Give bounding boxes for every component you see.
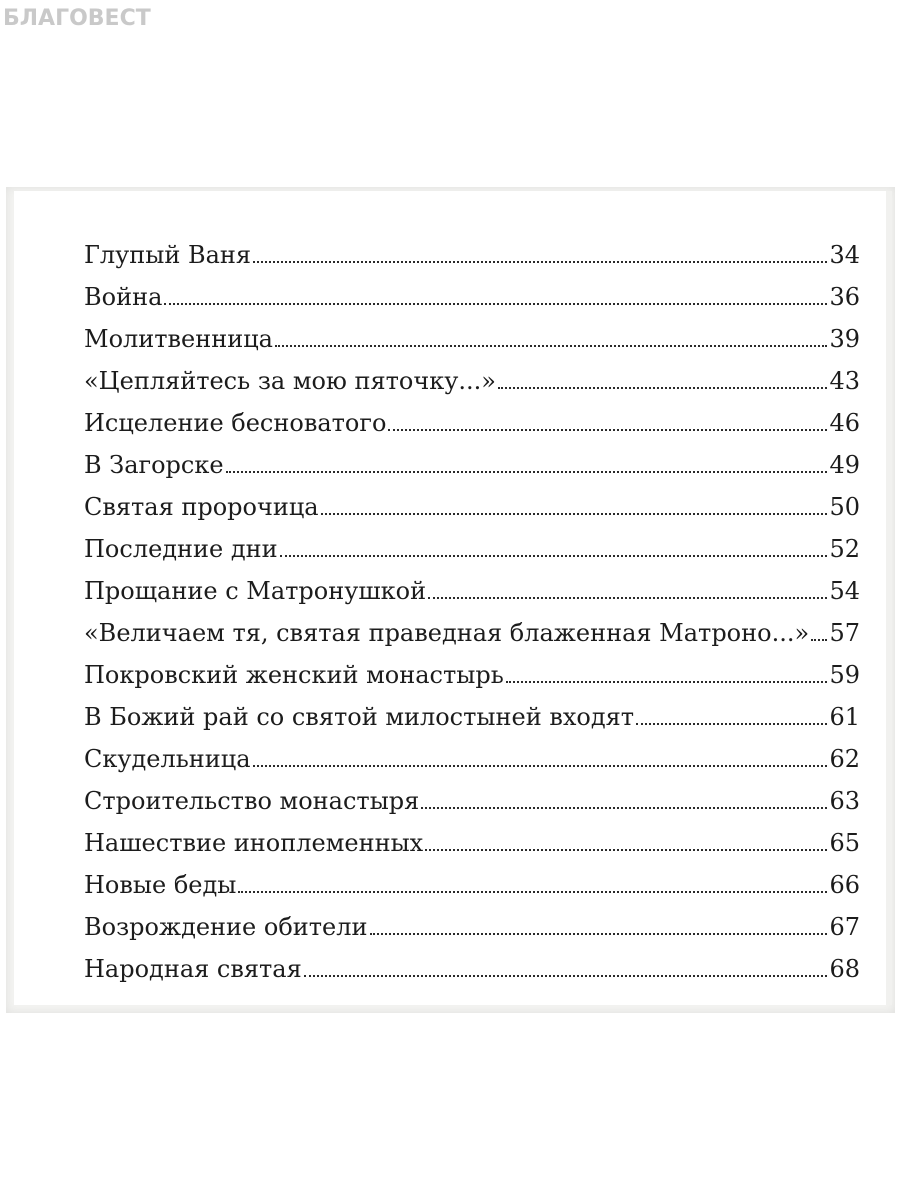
toc-entry-page: 68 xyxy=(829,955,860,983)
toc-entry xyxy=(84,519,860,561)
toc-entry-page: 36 xyxy=(829,283,860,311)
watermark-logo: БЛАГОВЕСТ xyxy=(3,6,151,31)
toc-entry-title: Глупый Ваня xyxy=(84,241,252,269)
toc-entry-title: Возрождение обители xyxy=(84,913,368,941)
table-of-contents xyxy=(84,225,860,981)
toc-entry-title: В Божий рай со святой милостыней входят xyxy=(84,703,635,731)
toc-entry-page: 54 xyxy=(829,577,860,605)
toc-entry-title: Покровский женский монастырь xyxy=(84,661,504,689)
toc-leader-dots xyxy=(428,597,827,599)
toc-entry-title: Нашествие иноплеменных xyxy=(84,829,424,857)
toc-entry xyxy=(84,645,860,687)
toc-leader-dots xyxy=(425,849,827,851)
toc-entry-page: 67 xyxy=(829,913,860,941)
toc-leader-dots xyxy=(370,933,828,935)
toc-leader-dots xyxy=(253,765,828,767)
toc-entry-title: Народная святая xyxy=(84,955,302,983)
toc-entry xyxy=(84,603,860,645)
toc-leader-dots xyxy=(164,303,827,305)
toc-entry-page: 66 xyxy=(829,871,860,899)
toc-entry-page: 49 xyxy=(829,451,860,479)
book-page-scan xyxy=(6,187,895,1013)
toc-leader-dots xyxy=(388,429,827,431)
toc-entry xyxy=(84,477,860,519)
book-page xyxy=(14,191,892,1005)
toc-entry xyxy=(84,771,860,813)
toc-entry-title: «Величаем тя, святая праведная блаженная Матроно...» xyxy=(84,619,810,647)
toc-entry-title: «Цепляйтесь за мою пяточку...» xyxy=(84,367,496,395)
toc-entry-title: В Загорске xyxy=(84,451,224,479)
toc-entry-page: 61 xyxy=(829,703,860,731)
toc-entry-page: 34 xyxy=(829,241,860,269)
toc-entry-page: 46 xyxy=(829,409,860,437)
toc-leader-dots xyxy=(226,471,828,473)
toc-entry-title: Молитвенница xyxy=(84,325,273,353)
toc-leader-dots xyxy=(811,639,827,641)
toc-leader-dots xyxy=(636,723,827,725)
toc-entry-page: 57 xyxy=(829,619,860,647)
toc-entry-title: Строительство монастыря xyxy=(84,787,420,815)
toc-entry xyxy=(84,309,860,351)
toc-entry xyxy=(84,267,860,309)
toc-entry-title: Прощание с Матронушкой xyxy=(84,577,427,605)
toc-entry-title: Последние дни xyxy=(84,535,278,563)
toc-leader-dots xyxy=(506,681,828,683)
toc-entry xyxy=(84,855,860,897)
toc-leader-dots xyxy=(280,555,828,557)
toc-leader-dots xyxy=(304,975,828,977)
toc-entry-page: 52 xyxy=(829,535,860,563)
toc-entry-page: 62 xyxy=(829,745,860,773)
toc-entry xyxy=(84,393,860,435)
toc-entry-page: 63 xyxy=(829,787,860,815)
toc-leader-dots xyxy=(421,807,827,809)
toc-leader-dots xyxy=(321,513,828,515)
toc-entry xyxy=(84,225,860,267)
toc-entry-page: 50 xyxy=(829,493,860,521)
toc-entry xyxy=(84,435,860,477)
toc-entry xyxy=(84,351,860,393)
toc-leader-dots xyxy=(253,261,827,263)
toc-entry xyxy=(84,897,860,939)
toc-entry xyxy=(84,687,860,729)
toc-entry xyxy=(84,729,860,771)
toc-entry-title: Святая пророчица xyxy=(84,493,319,521)
toc-entry xyxy=(84,939,860,981)
toc-entry-page: 39 xyxy=(829,325,860,353)
toc-entry-page: 59 xyxy=(829,661,860,689)
toc-entry xyxy=(84,561,860,603)
toc-entry-title: Война xyxy=(84,283,163,311)
toc-entry-title: Скудельница xyxy=(84,745,251,773)
toc-entry-page: 43 xyxy=(829,367,860,395)
toc-entry-page: 65 xyxy=(829,829,860,857)
toc-leader-dots xyxy=(238,891,827,893)
toc-entry-title: Новые беды xyxy=(84,871,237,899)
toc-entry xyxy=(84,813,860,855)
toc-leader-dots xyxy=(498,387,828,389)
toc-leader-dots xyxy=(275,345,827,347)
toc-entry-title: Исцеление бесноватого xyxy=(84,409,387,437)
